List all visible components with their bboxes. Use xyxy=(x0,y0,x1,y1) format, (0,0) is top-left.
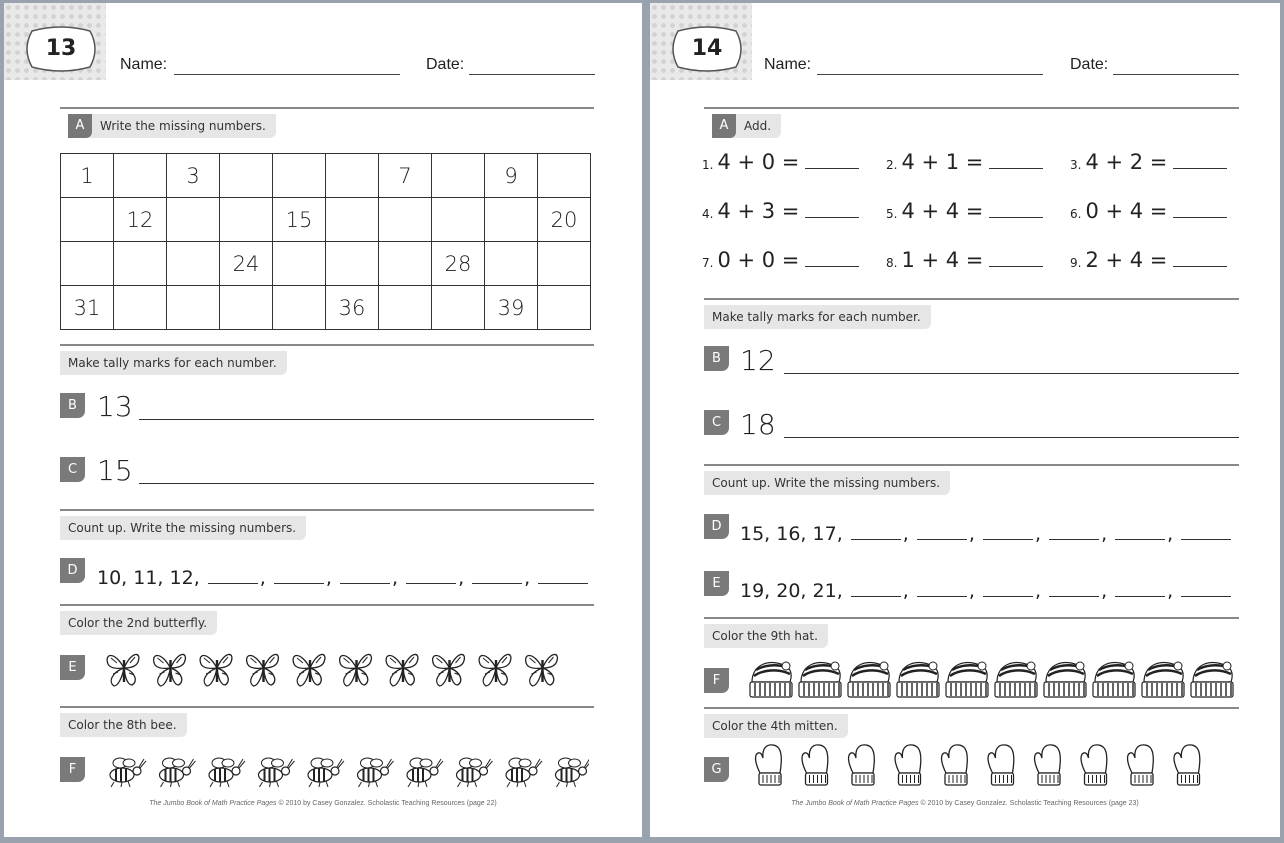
grid-cell-blank[interactable] xyxy=(432,198,485,242)
grid-cell-blank[interactable] xyxy=(220,286,273,330)
butterfly-picture[interactable] xyxy=(386,654,418,686)
problem-expression: 4 + 4 = xyxy=(901,199,984,223)
addition-problem xyxy=(1070,199,1227,223)
sequence-start: 15, 16, 17, xyxy=(740,523,843,545)
problem-number: 3. xyxy=(1070,158,1082,172)
hat-picture[interactable] xyxy=(897,662,939,697)
section-rule xyxy=(60,706,594,708)
section-rule xyxy=(60,604,594,606)
section-instruction: Write the missing numbers. xyxy=(100,119,266,133)
problem-expression: 0 + 0 = xyxy=(717,248,800,272)
answer-blank[interactable] xyxy=(805,168,859,169)
addition-problem xyxy=(1070,150,1227,174)
problem-number: 5. xyxy=(886,207,898,221)
grid-cell-blank[interactable] xyxy=(538,154,591,198)
mitten-instruction: Color the 4th mitten. xyxy=(704,714,848,738)
answer-blank[interactable] xyxy=(1173,217,1227,218)
date-field[interactable] xyxy=(469,74,595,75)
section-rule xyxy=(60,107,594,109)
grid-cell-given: 31 xyxy=(61,286,114,330)
butterfly-picture[interactable] xyxy=(247,654,279,686)
grid-cell-blank[interactable] xyxy=(485,198,538,242)
answer-blank[interactable] xyxy=(472,582,522,584)
bee-picture[interactable] xyxy=(457,758,493,787)
answer-blank[interactable] xyxy=(1173,266,1227,267)
name-field[interactable] xyxy=(174,74,400,75)
grid-cell-blank[interactable] xyxy=(273,242,326,286)
answer-blank[interactable] xyxy=(1115,538,1165,540)
addition-problem xyxy=(702,248,859,272)
addition-problem xyxy=(702,150,859,174)
grid-cell-given: 28 xyxy=(432,242,485,286)
section-rule xyxy=(60,344,594,346)
section-instruction: Add. xyxy=(744,119,772,133)
answer-blank[interactable] xyxy=(208,582,258,584)
butterfly-row xyxy=(104,648,564,690)
answer-blank[interactable] xyxy=(805,266,859,267)
bee-picture[interactable] xyxy=(358,758,394,787)
section-rule xyxy=(704,464,1239,466)
answer-blank[interactable] xyxy=(917,538,967,540)
addition-problem xyxy=(702,199,859,223)
grid-cell-blank[interactable] xyxy=(326,198,379,242)
sequence-start: 19, 20, 21, xyxy=(740,580,843,602)
grid-cell-blank[interactable] xyxy=(379,286,432,330)
butterfly-picture[interactable] xyxy=(200,654,232,686)
answer-blank[interactable] xyxy=(1049,595,1099,597)
footer-credit: The Jumbo Book of Math Practice Pages © 2010 by Casey Gonzalez. Scholastic Teaching Resources (page 22) xyxy=(149,800,497,807)
grid-cell-given: 9 xyxy=(485,154,538,198)
bee-picture[interactable] xyxy=(506,758,542,787)
section-c-letter: C xyxy=(60,457,85,482)
page-number: 13 xyxy=(45,36,77,61)
answer-blank[interactable] xyxy=(1181,595,1231,597)
hat-row xyxy=(748,656,1238,700)
bee-picture[interactable] xyxy=(209,758,245,787)
grid-cell-blank[interactable] xyxy=(538,242,591,286)
footer-credit: The Jumbo Book of Math Practice Pages © 2010 by Casey Gonzalez. Scholastic Teaching Resources (page 23) xyxy=(791,800,1139,807)
grid-cell-given: 3 xyxy=(167,154,220,198)
grid-cell-given: 39 xyxy=(485,286,538,330)
answer-blank[interactable] xyxy=(983,538,1033,540)
bee-picture[interactable] xyxy=(308,758,344,787)
problem-expression: 4 + 0 = xyxy=(717,150,800,174)
grid-cell-blank[interactable] xyxy=(432,286,485,330)
problem-number: 7. xyxy=(702,256,714,270)
mitten-picture[interactable] xyxy=(988,745,1014,785)
grid-cell-blank[interactable] xyxy=(167,242,220,286)
mitten-picture[interactable] xyxy=(1035,745,1061,785)
tally-number-c: 15 xyxy=(97,454,133,487)
hat-picture[interactable] xyxy=(799,662,841,697)
section-letter: A xyxy=(712,114,736,138)
butterfly-picture[interactable] xyxy=(293,654,325,686)
grid-cell-blank[interactable] xyxy=(273,154,326,198)
section-c-letter: C xyxy=(704,410,729,435)
grid-row xyxy=(61,198,591,242)
grid-cell-blank[interactable] xyxy=(114,154,167,198)
hat-picture[interactable] xyxy=(946,662,988,697)
worksheet-page-14 xyxy=(650,3,1280,837)
section-rule xyxy=(60,509,594,511)
section-f-letter: F xyxy=(704,668,729,693)
tally-instruction: Make tally marks for each number. xyxy=(704,305,931,329)
grid-cell-blank[interactable] xyxy=(326,154,379,198)
hat-picture[interactable] xyxy=(848,662,890,697)
hat-instruction: Color the 9th hat. xyxy=(704,624,828,648)
grid-row xyxy=(61,286,591,330)
butterfly-picture[interactable] xyxy=(526,654,558,686)
hat-picture[interactable] xyxy=(1191,662,1233,697)
answer-blank[interactable] xyxy=(1049,538,1099,540)
page-number: 14 xyxy=(691,36,723,61)
butterfly-picture[interactable] xyxy=(340,654,372,686)
section-rule xyxy=(704,707,1239,709)
bee-picture[interactable] xyxy=(110,758,146,787)
tally-answer-line-c[interactable] xyxy=(784,437,1239,438)
tally-number-b: 12 xyxy=(740,344,776,377)
grid-cell-blank[interactable] xyxy=(379,242,432,286)
problem-expression: 0 + 4 = xyxy=(1085,199,1168,223)
date-field[interactable] xyxy=(1113,74,1239,75)
addition-problem xyxy=(886,248,1043,272)
hat-picture[interactable] xyxy=(1093,662,1135,697)
answer-blank[interactable] xyxy=(805,217,859,218)
grid-cell-given: 20 xyxy=(538,198,591,242)
problem-number: 2. xyxy=(886,158,898,172)
grid-cell-given: 12 xyxy=(114,198,167,242)
tally-number-c: 18 xyxy=(740,408,776,441)
addition-problem xyxy=(886,199,1043,223)
answer-blank[interactable] xyxy=(1115,595,1165,597)
grid-cell-blank[interactable] xyxy=(167,286,220,330)
date-label: Date: xyxy=(1070,56,1109,73)
grid-cell-given: 36 xyxy=(326,286,379,330)
grid-cell-given: 1 xyxy=(61,154,114,198)
section-f-letter: F xyxy=(60,757,85,782)
problem-number: 6. xyxy=(1070,207,1082,221)
problem-expression: 1 + 4 = xyxy=(901,248,984,272)
problem-expression: 2 + 4 = xyxy=(1085,248,1168,272)
answer-blank[interactable] xyxy=(1173,168,1227,169)
count-sequence-d: 10, 11, 12, , , , , , xyxy=(97,567,590,589)
bee-instruction: Color the 8th bee. xyxy=(60,713,187,737)
count-sequence-e: 19, 20, 21, , , , , , xyxy=(740,580,1233,602)
tally-answer-line-b[interactable] xyxy=(139,419,594,420)
grid-cell-blank[interactable] xyxy=(273,286,326,330)
butterfly-picture[interactable] xyxy=(154,654,186,686)
tally-instruction: Make tally marks for each number. xyxy=(60,351,287,375)
bee-picture[interactable] xyxy=(160,758,196,787)
section-rule xyxy=(704,298,1239,300)
answer-blank[interactable] xyxy=(851,538,901,540)
mitten-picture[interactable] xyxy=(1128,745,1154,785)
sequence-start: 10, 11, 12, xyxy=(97,567,200,589)
answer-blank[interactable] xyxy=(989,266,1043,267)
section-a-header xyxy=(68,114,276,138)
mitten-picture[interactable] xyxy=(1081,745,1107,785)
grid-cell-given: 24 xyxy=(220,242,273,286)
section-d-letter: D xyxy=(704,514,729,539)
grid-cell-blank[interactable] xyxy=(114,242,167,286)
count-instruction: Count up. Write the missing numbers. xyxy=(704,471,950,495)
problem-number: 8. xyxy=(886,256,898,270)
mitten-picture[interactable] xyxy=(756,745,782,785)
name-label: Name: xyxy=(764,56,812,73)
mitten-picture[interactable] xyxy=(942,745,968,785)
answer-blank[interactable] xyxy=(851,595,901,597)
answer-blank[interactable] xyxy=(917,595,967,597)
section-rule xyxy=(704,107,1239,109)
grid-cell-blank[interactable] xyxy=(538,286,591,330)
count-instruction: Count up. Write the missing numbers. xyxy=(60,516,306,540)
problem-expression: 4 + 3 = xyxy=(717,199,800,223)
tally-number-b: 13 xyxy=(97,390,133,423)
grid-cell-blank[interactable] xyxy=(220,198,273,242)
addition-problem xyxy=(1070,248,1227,272)
grid-cell-blank[interactable] xyxy=(326,242,379,286)
section-a-header xyxy=(712,114,781,138)
section-b-letter: B xyxy=(60,393,85,418)
grid-cell-given: 7 xyxy=(379,154,432,198)
problem-expression: 4 + 2 = xyxy=(1085,150,1168,174)
hat-picture[interactable] xyxy=(995,662,1037,697)
grid-cell-blank[interactable] xyxy=(485,242,538,286)
butterfly-picture[interactable] xyxy=(479,654,511,686)
answer-blank[interactable] xyxy=(406,582,456,584)
bee-picture[interactable] xyxy=(407,758,443,787)
section-g-letter: G xyxy=(704,757,729,782)
section-letter: A xyxy=(68,114,92,138)
problem-number: 4. xyxy=(702,207,714,221)
date-label: Date: xyxy=(426,56,465,73)
hat-picture[interactable] xyxy=(750,662,792,697)
answer-blank[interactable] xyxy=(989,217,1043,218)
mitten-picture[interactable] xyxy=(802,745,828,785)
grid-row xyxy=(61,154,591,198)
problem-number: 1. xyxy=(702,158,714,172)
problem-number: 9. xyxy=(1070,256,1082,270)
grid-cell-given: 15 xyxy=(273,198,326,242)
bee-picture[interactable] xyxy=(556,758,590,787)
bee-picture[interactable] xyxy=(259,758,295,787)
section-d-letter: D xyxy=(60,558,85,583)
grid-row xyxy=(61,242,591,286)
mitten-picture[interactable] xyxy=(1174,745,1200,785)
answer-blank[interactable] xyxy=(983,595,1033,597)
addition-problem xyxy=(886,150,1043,174)
hat-picture[interactable] xyxy=(1142,662,1184,697)
grid-cell-blank[interactable] xyxy=(114,286,167,330)
butterfly-picture[interactable] xyxy=(107,654,139,686)
answer-blank[interactable] xyxy=(340,582,390,584)
grid-cell-blank[interactable] xyxy=(432,154,485,198)
mitten-picture[interactable] xyxy=(849,745,875,785)
grid-cell-blank[interactable] xyxy=(379,198,432,242)
worksheet-page-13 xyxy=(4,3,642,837)
section-e-letter: E xyxy=(60,655,85,680)
answer-blank[interactable] xyxy=(1181,538,1231,540)
grid-cell-blank[interactable] xyxy=(220,154,273,198)
mitten-row xyxy=(750,741,1210,789)
grid-cell-blank[interactable] xyxy=(61,242,114,286)
butterfly-instruction: Color the 2nd butterfly. xyxy=(60,611,217,635)
butterfly-picture[interactable] xyxy=(433,654,465,686)
bee-row xyxy=(104,753,589,789)
mitten-picture[interactable] xyxy=(895,745,921,785)
hundreds-grid xyxy=(60,153,591,330)
name-field[interactable] xyxy=(817,74,1043,75)
section-rule xyxy=(704,617,1239,619)
grid-cell-blank[interactable] xyxy=(167,198,220,242)
count-sequence-d: 15, 16, 17, , , , , , xyxy=(740,523,1233,545)
section-b-letter: B xyxy=(704,346,729,371)
answer-blank[interactable] xyxy=(274,582,324,584)
section-e-letter: E xyxy=(704,571,729,596)
answer-blank[interactable] xyxy=(989,168,1043,169)
hat-picture[interactable] xyxy=(1044,662,1086,697)
tally-answer-line-c[interactable] xyxy=(139,483,594,484)
grid-cell-blank[interactable] xyxy=(61,198,114,242)
tally-answer-line-b[interactable] xyxy=(784,373,1239,374)
name-label: Name: xyxy=(120,56,168,73)
problem-expression: 4 + 1 = xyxy=(901,150,984,174)
answer-blank[interactable] xyxy=(538,582,588,584)
